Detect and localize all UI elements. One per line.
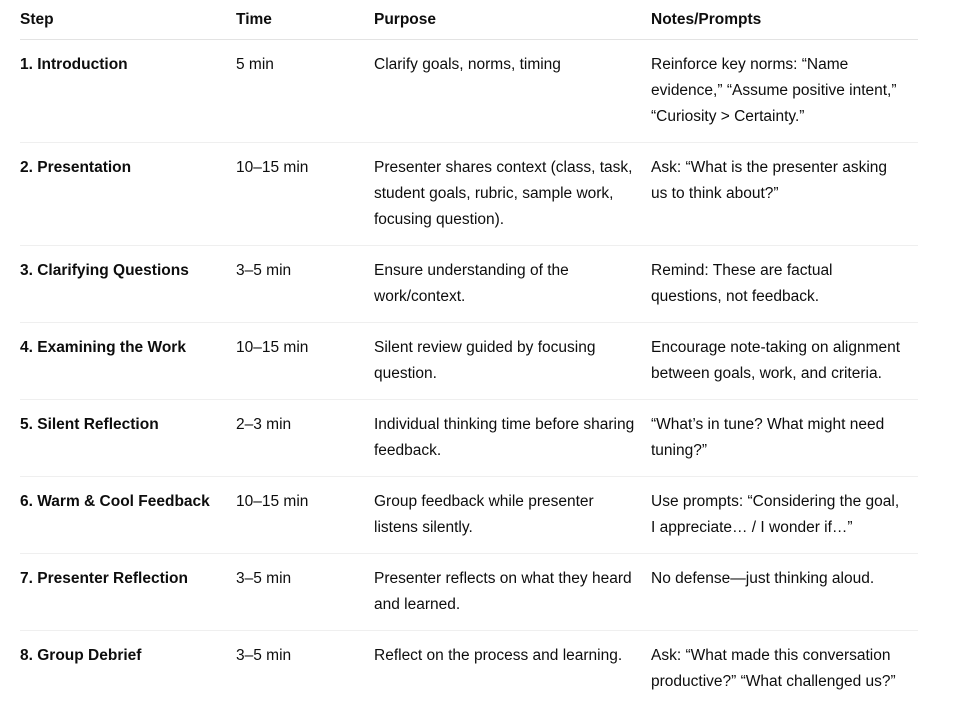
time-cell: 10–15 min	[236, 143, 374, 246]
header-time: Time	[236, 0, 374, 40]
time-cell: 3–5 min	[236, 246, 374, 323]
table-row	[20, 246, 918, 323]
notes-cell: Use prompts: “Considering the goal, I appreciate… / I wonder if…”	[651, 477, 918, 554]
purpose-cell: Presenter reflects on what they heard and learned.	[374, 554, 651, 631]
header-row	[20, 0, 918, 40]
table-row	[20, 631, 918, 708]
purpose-cell: Group feedback while presenter listens silently.	[374, 477, 651, 554]
notes-cell: No defense—just thinking aloud.	[651, 554, 918, 631]
header-purpose: Purpose	[374, 0, 651, 40]
notes-cell: Encourage note-taking on alignment between goals, work, and criteria.	[651, 323, 918, 400]
step-cell: 6. Warm & Cool Feedback	[20, 477, 236, 554]
protocol-table-container	[20, 0, 918, 707]
table-row	[20, 323, 918, 400]
time-cell: 3–5 min	[236, 647, 292, 664]
notes-cell: “What’s in tune? What might need tuning?”	[651, 400, 918, 477]
table-row	[20, 143, 918, 246]
notes-cell: Reinforce key norms: “Name evidence,” “Assume positive intent,” “Curiosity > Certainty.”	[651, 40, 918, 143]
header-notes: Notes/Prompts	[651, 0, 918, 40]
notes-cell: Ask: “What made this conversation productive?” “What challenged us?”	[651, 647, 896, 690]
purpose-cell: Reflect on the process and learning.	[374, 647, 623, 664]
step-cell: 4. Examining the Work	[20, 323, 236, 400]
step-cell: 8. Group Debrief	[20, 647, 142, 664]
time-cell: 3–5 min	[236, 554, 374, 631]
protocol-table	[20, 0, 918, 707]
header-step: Step	[20, 0, 236, 40]
table-row	[20, 477, 918, 554]
table-row	[20, 554, 918, 631]
table-row	[20, 400, 918, 477]
time-cell: 10–15 min	[236, 477, 374, 554]
notes-cell: Ask: “What is the presenter asking us to think about?”	[651, 143, 918, 246]
table-row	[20, 40, 918, 143]
step-cell: 3. Clarifying Questions	[20, 246, 236, 323]
step-cell: 5. Silent Reflection	[20, 400, 236, 477]
time-cell: 5 min	[236, 40, 374, 143]
purpose-cell: Clarify goals, norms, timing	[374, 40, 651, 143]
purpose-cell: Silent review guided by focusing question.	[374, 323, 651, 400]
time-cell: 2–3 min	[236, 400, 374, 477]
step-cell: 1. Introduction	[20, 40, 236, 143]
notes-cell: Remind: These are factual questions, not feedback.	[651, 246, 918, 323]
step-cell: 2. Presentation	[20, 143, 236, 246]
time-cell: 10–15 min	[236, 323, 374, 400]
table-body	[20, 40, 918, 708]
purpose-cell: Individual thinking time before sharing feedback.	[374, 400, 651, 477]
table-header	[20, 0, 918, 40]
purpose-cell: Ensure understanding of the work/context.	[374, 246, 651, 323]
step-cell: 7. Presenter Reflection	[20, 554, 236, 631]
purpose-cell: Presenter shares context (class, task, student goals, rubric, sample work, focusing question).	[374, 143, 651, 246]
